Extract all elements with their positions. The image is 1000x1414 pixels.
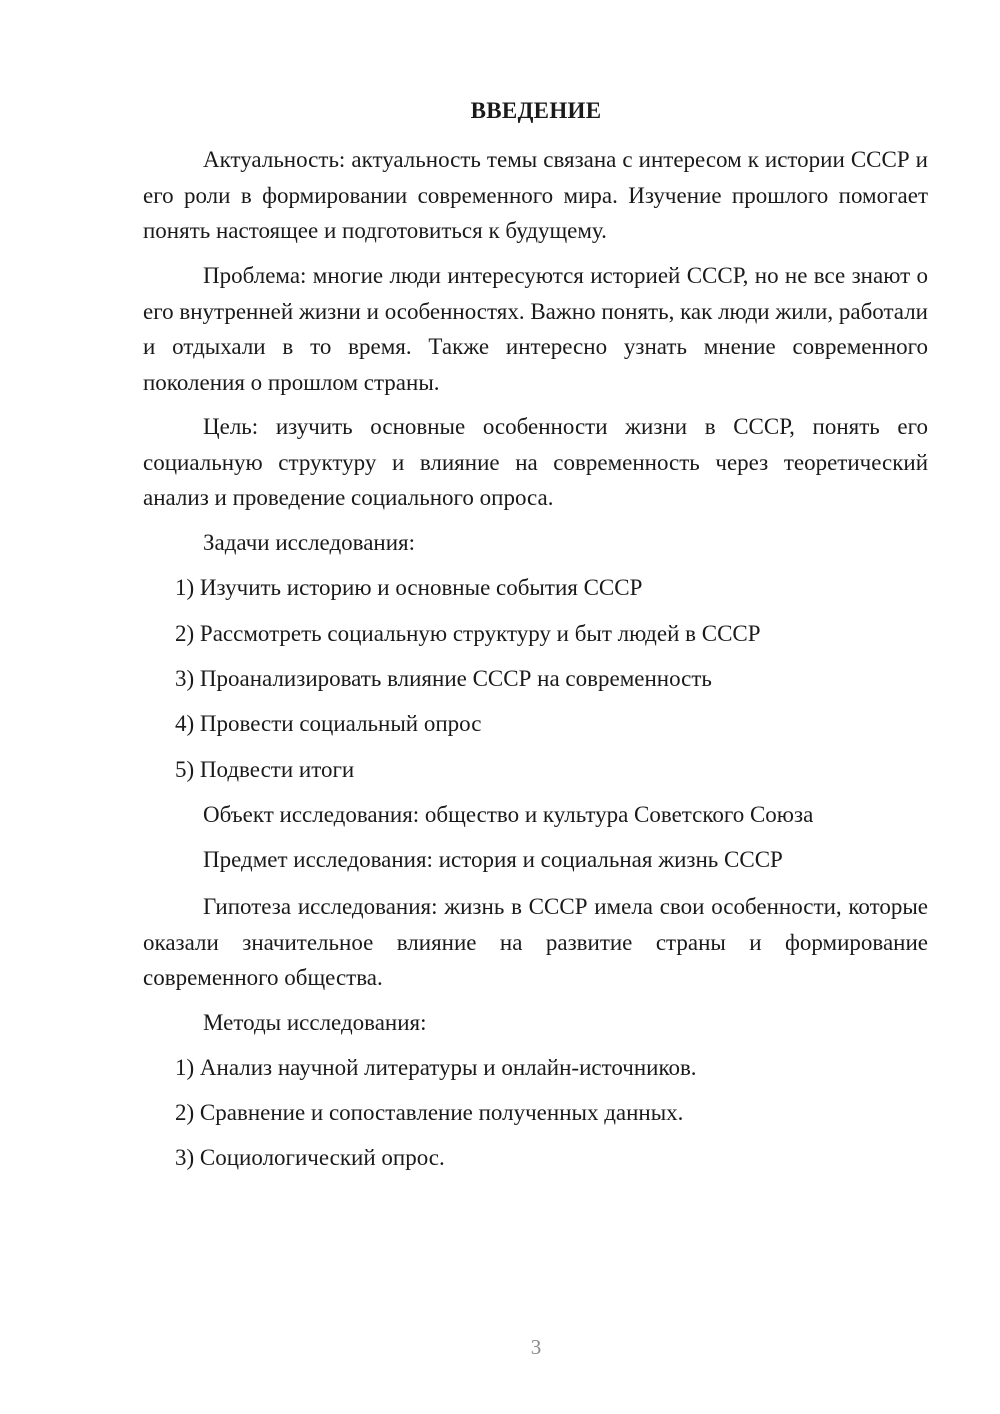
method-item: 2) Сравнение и сопоставление полученных данных. bbox=[175, 1100, 684, 1125]
research-subject: Предмет исследования: история и социальная жизнь СССР bbox=[203, 847, 783, 872]
hypothesis-paragraph: Гипотеза исследования: жизнь в СССР имела свои особенности, которые оказали значительное влияние на развитие страны и формирование современного общества. bbox=[143, 894, 928, 990]
research-object: Объект исследования: общество и культура Советского Союза bbox=[203, 802, 814, 827]
relevance-paragraph: Актуальность: актуальность темы связана с интересом к истории СССР и его роли в формировании современного мира. Изучение прошлого помогает понять настоящее и подготовиться к будущему. bbox=[143, 147, 928, 243]
method-item: 1) Анализ научной литературы и онлайн-источников. bbox=[175, 1055, 697, 1080]
task-item: 1) Изучить историю и основные события СССР bbox=[175, 575, 643, 600]
page-number: 3 bbox=[530, 1335, 542, 1359]
task-item: 3) Проанализировать влияние СССР на современность bbox=[175, 666, 712, 691]
task-item: 4) Провести социальный опрос bbox=[175, 711, 482, 736]
task-item: 5) Подвести итоги bbox=[175, 757, 355, 782]
method-item: 3) Социологический опрос. bbox=[175, 1145, 445, 1170]
goal-paragraph: Цель: изучить основные особенности жизни в СССР, понять его социальную структуру и влияние на современность через теоретический анализ и проведение социального опроса. bbox=[143, 414, 928, 510]
task-item: 2) Рассмотреть социальную структуру и быт людей в СССР bbox=[175, 621, 761, 646]
section-title: ВВЕДЕНИЕ bbox=[470, 98, 602, 123]
methods-heading: Методы исследования: bbox=[203, 1010, 427, 1035]
problem-paragraph: Проблема: многие люди интересуются историей СССР, но не все знают о его внутренней жизни и особенностях. Важно понять, как люди жили, работали и отдыхали в то время. Также интересно узнать мнение современного поколения о прошлом страны. bbox=[143, 263, 928, 395]
tasks-heading: Задачи исследования: bbox=[203, 530, 416, 555]
